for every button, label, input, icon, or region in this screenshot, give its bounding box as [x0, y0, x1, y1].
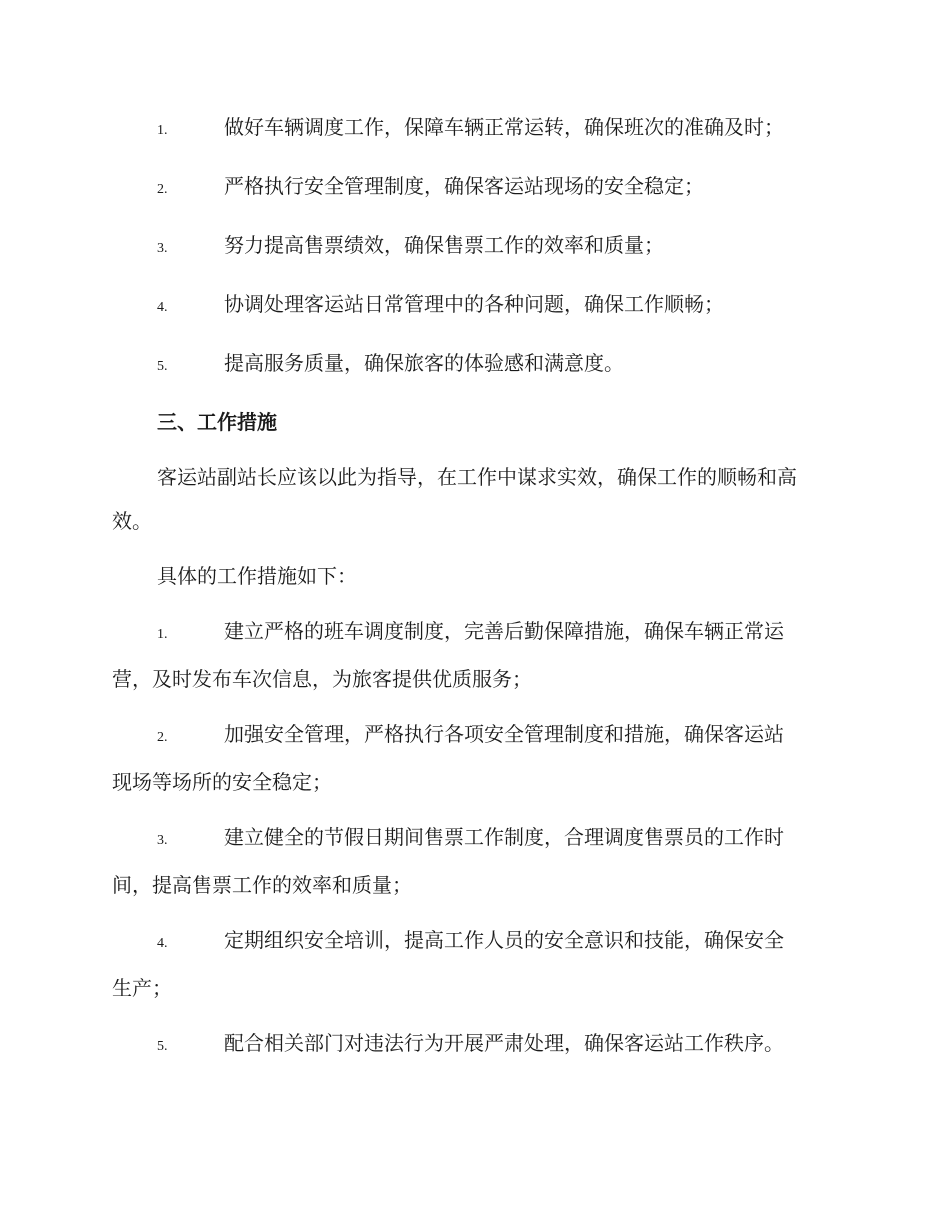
list-item	[112, 223, 832, 271]
list-item	[112, 918, 832, 1010]
list-item	[112, 341, 832, 389]
list-item-text: 提高服务质量，确保旅客的体验感和满意度。	[224, 351, 624, 375]
list-item-text-continued: 生产；	[112, 976, 172, 1000]
list-item	[112, 609, 832, 701]
list-item-text-continued: 间，提高售票工作的效率和质量；	[112, 873, 412, 897]
section-heading: 三、工作措施	[157, 410, 277, 434]
list-item	[112, 1021, 832, 1069]
list-item-number: 4.	[157, 936, 168, 951]
objectives-list	[112, 105, 832, 389]
list-item-number: 2.	[157, 182, 168, 197]
list-item-number: 2.	[157, 730, 168, 745]
list-item-number: 4.	[157, 300, 168, 315]
list-item-text-continued: 营，及时发布车次信息，为旅客提供优质服务；	[112, 667, 532, 691]
list-item-text: 做好车辆调度工作，保障车辆正常运转，确保班次的准确及时；	[224, 115, 784, 139]
list-item-text: 定期组织安全培训，提高工作人员的安全意识和技能，确保安全	[224, 928, 784, 952]
list-item	[112, 815, 832, 907]
list-item-number: 1.	[157, 123, 168, 138]
list-item-number: 5.	[157, 359, 168, 374]
list-item-number: 1.	[157, 627, 168, 642]
list-item	[112, 164, 832, 212]
list-item-text-continued: 现场等场所的安全稳定；	[112, 770, 332, 794]
document-content	[112, 105, 832, 1069]
list-item	[112, 105, 832, 153]
list-item-number: 5.	[157, 1039, 168, 1054]
paragraph-intro: 客运站副站长应该以此为指导，在工作中谋求实效，确保工作的顺畅和高效。	[112, 465, 797, 533]
paragraph-measures-lead: 具体的工作措施如下：	[157, 564, 357, 588]
list-item-text: 努力提高售票绩效，确保售票工作的效率和质量；	[224, 233, 664, 257]
list-item	[112, 282, 832, 330]
list-item-number: 3.	[157, 241, 168, 256]
measures-list	[112, 609, 832, 1069]
list-item-text: 严格执行安全管理制度，确保客运站现场的安全稳定；	[224, 174, 704, 198]
list-item-text: 协调处理客运站日常管理中的各种问题，确保工作顺畅；	[224, 292, 724, 316]
list-item-number: 3.	[157, 833, 168, 848]
list-item	[112, 712, 832, 804]
list-item-text: 建立健全的节假日期间售票工作制度，合理调度售票员的工作时	[224, 825, 784, 849]
list-item-text: 加强安全管理，严格执行各项安全管理制度和措施，确保客运站	[224, 722, 784, 746]
list-item-text: 配合相关部门对违法行为开展严肃处理，确保客运站工作秩序。	[224, 1031, 784, 1055]
list-item-text: 建立严格的班车调度制度，完善后勤保障措施，确保车辆正常运	[224, 619, 784, 643]
